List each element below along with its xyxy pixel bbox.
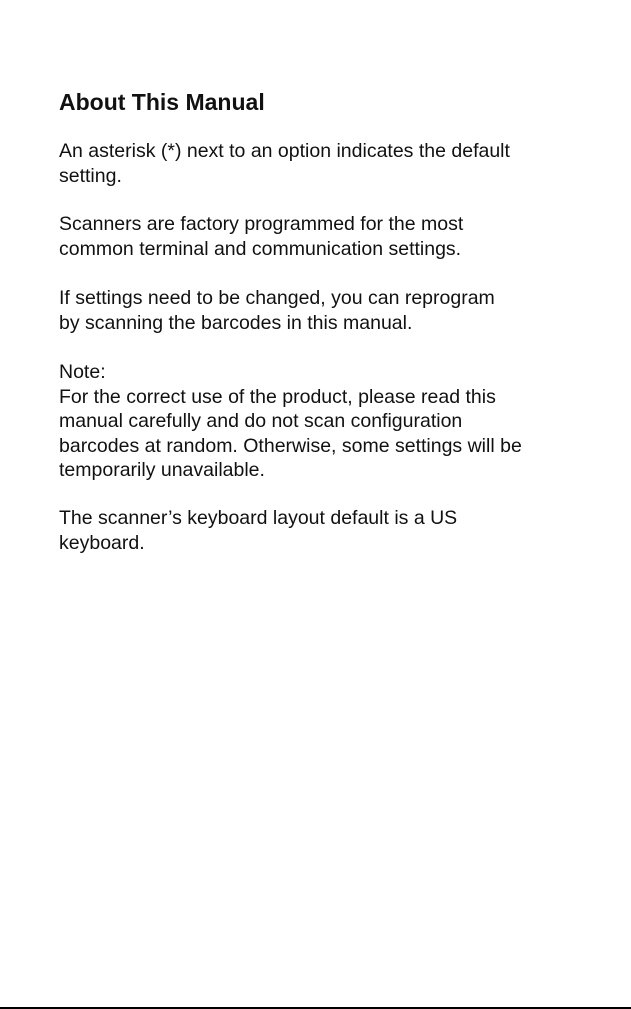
text-line: common terminal and communication settings. xyxy=(59,237,462,260)
text-line: For the correct use of the product, please read this xyxy=(59,385,496,408)
text-line: keyboard. xyxy=(59,531,145,554)
note-paragraph xyxy=(59,360,619,483)
text-line: barcodes at random. Otherwise, some settings will be xyxy=(59,434,522,457)
text-line: manual carefully and do not scan configuration xyxy=(59,410,463,432)
reprogram-paragraph xyxy=(59,286,619,335)
keyboard-layout-paragraph xyxy=(59,506,619,555)
text-line: Scanners are factory programmed for the most xyxy=(59,213,464,235)
note-label: Note: xyxy=(59,361,106,383)
text-line: The scanner’s keyboard layout default is a US xyxy=(59,507,458,529)
factory-programming-paragraph xyxy=(59,212,619,261)
page-title: About This Manual xyxy=(59,89,265,115)
default-setting-paragraph xyxy=(59,139,619,188)
text-line: temporarily unavailable. xyxy=(59,459,265,481)
text-line: If settings need to be changed, you can reprogram xyxy=(59,287,495,309)
text-line: setting. xyxy=(59,164,122,187)
text-line: by scanning the barcodes in this manual. xyxy=(59,311,413,334)
text-line: An asterisk (*) next to an option indicates the default xyxy=(59,140,510,162)
